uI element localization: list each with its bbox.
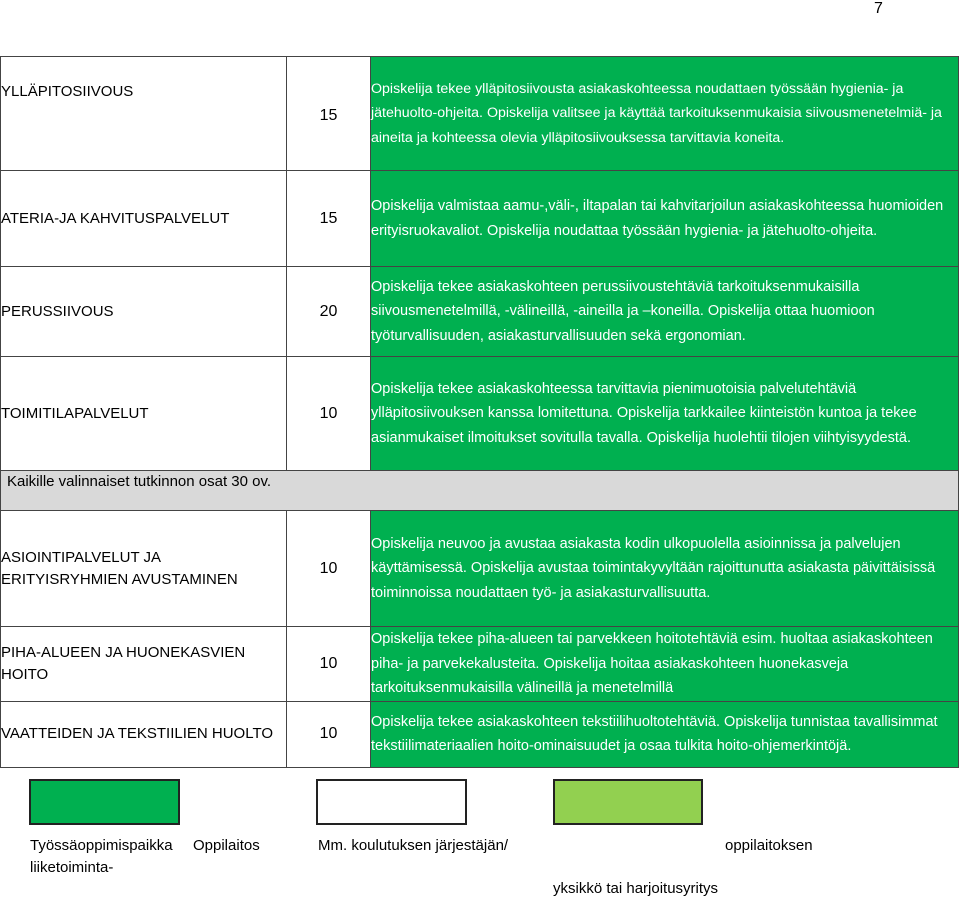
- page-number: 7: [874, 0, 883, 17]
- unit-description: Opiskelija tekee ylläpitosiivousta asiakaskohteessa noudattaen työssään hygienia- ja jätehuolto-ohjeita. Opiskelija valitsee ja käyttää tarkoituksenmukaisia siivousmenetelmiä- ja aineita ja kohteessa olevia ylläpitosiivouksessa tarvittavia koneita.: [371, 57, 959, 171]
- legend-institution-swatch: [316, 779, 467, 825]
- unit-points: 10: [287, 627, 371, 702]
- unit-points: 10: [287, 511, 371, 627]
- unit-name: PERUSSIIVOUS: [1, 267, 287, 357]
- unit-name: TOIMITILAPALVELUT: [1, 357, 287, 471]
- optional-unit-row: [1, 511, 959, 627]
- unit-description: Opiskelija neuvoo ja avustaa asiakasta kodin ulkopuolella asioinnissa ja palvelujen käyttämisessä. Opiskelija avustaa toimintakyvyltään rajoittunutta asiakasta päivittäisissä toiminnoissa noudattaen työ- ja asiakasturvallisuutta.: [371, 511, 959, 627]
- unit-points: 20: [287, 267, 371, 357]
- unit-points: 15: [287, 57, 371, 171]
- unit-row: [1, 267, 959, 357]
- study-units-table: [0, 56, 959, 768]
- legend-label-unit: yksikkö tai harjoitusyritys: [553, 880, 719, 897]
- optional-unit-row: [1, 701, 959, 767]
- optional-units-heading: Kaikille valinnaiset tutkinnon osat 30 ov.: [1, 471, 959, 511]
- unit-description: Opiskelija tekee asiakaskohteessa tarvittavia pienimuotoisia palvelutehtäviä ylläpitosiivouksen kanssa lomitettuna. Opiskelija tarkkailee kiinteistön kuntoa ja tekee asianmukaiset ilmoitukset sovitulla tavalla. Opiskelija huolehtii tilojen viihtyisyydestä.: [371, 357, 959, 471]
- unit-name: YLLÄPITOSIIVOUS: [1, 57, 287, 171]
- unit-description: Opiskelija tekee asiakaskohteen perussiivoustehtäviä tarkoituksenmukaisilla siivousmenetelmillä, -välineillä, -aineilla ja –koneilla. Opiskelija ottaa huomioon työturvallisuuden, asiakasturvallisuuden sekä ergonomian.: [371, 267, 959, 357]
- unit-name: ATERIA-JA KAHVITUSPALVELUT: [1, 171, 287, 267]
- unit-points: 15: [287, 171, 371, 267]
- optional-unit-row: [1, 627, 959, 702]
- legend-label-school: oppilaitoksen: [725, 837, 813, 854]
- legend-company-swatch: [553, 779, 703, 825]
- unit-row: [1, 357, 959, 471]
- legend-label-workplace: Työssäoppimispaikka: [30, 837, 173, 854]
- unit-description: Opiskelija tekee piha-alueen tai parvekkeen hoitotehtäviä esim. huoltaa asiakaskohteen piha- ja parvekekalusteita. Opiskelija hoitaa asiakaskohteen huonekasveja tarkoituksenmukaisilla välineillä ja menetelmillä: [371, 627, 959, 702]
- unit-points: 10: [287, 357, 371, 471]
- unit-name: PIHA-ALUEEN JA HUONEKASVIEN HOITO: [1, 627, 287, 702]
- legend-label-business: liiketoiminta-: [30, 859, 114, 876]
- legend-label-organizer: Mm. koulutuksen järjestäjän/: [318, 837, 509, 854]
- unit-points: 10: [287, 701, 371, 767]
- unit-row: [1, 171, 959, 267]
- unit-row: [1, 57, 959, 171]
- unit-name: ASIOINTIPALVELUT JA ERITYISRYHMIEN AVUSTAMINEN: [1, 511, 287, 627]
- separator-row: [1, 471, 959, 511]
- unit-description: Opiskelija tekee asiakaskohteen tekstiilihuoltotehtäviä. Opiskelija tunnistaa tavallisimmat tekstiilimateriaalien hoito-ominaisuudet ja osaa tulkita hoito-ohjemerkintöjä.: [371, 701, 959, 767]
- legend-workplace-swatch: [29, 779, 180, 825]
- legend-label-institution: Oppilaitos: [193, 837, 260, 854]
- unit-description: Opiskelija valmistaa aamu-,väli-, iltapalan tai kahvitarjoilun asiakaskohteessa huomioiden erityisruokavaliot. Opiskelija noudattaa työssään hygienia- ja jätehuolto-ohjeita.: [371, 171, 959, 267]
- unit-name: VAATTEIDEN JA TEKSTIILIEN HUOLTO: [1, 701, 287, 767]
